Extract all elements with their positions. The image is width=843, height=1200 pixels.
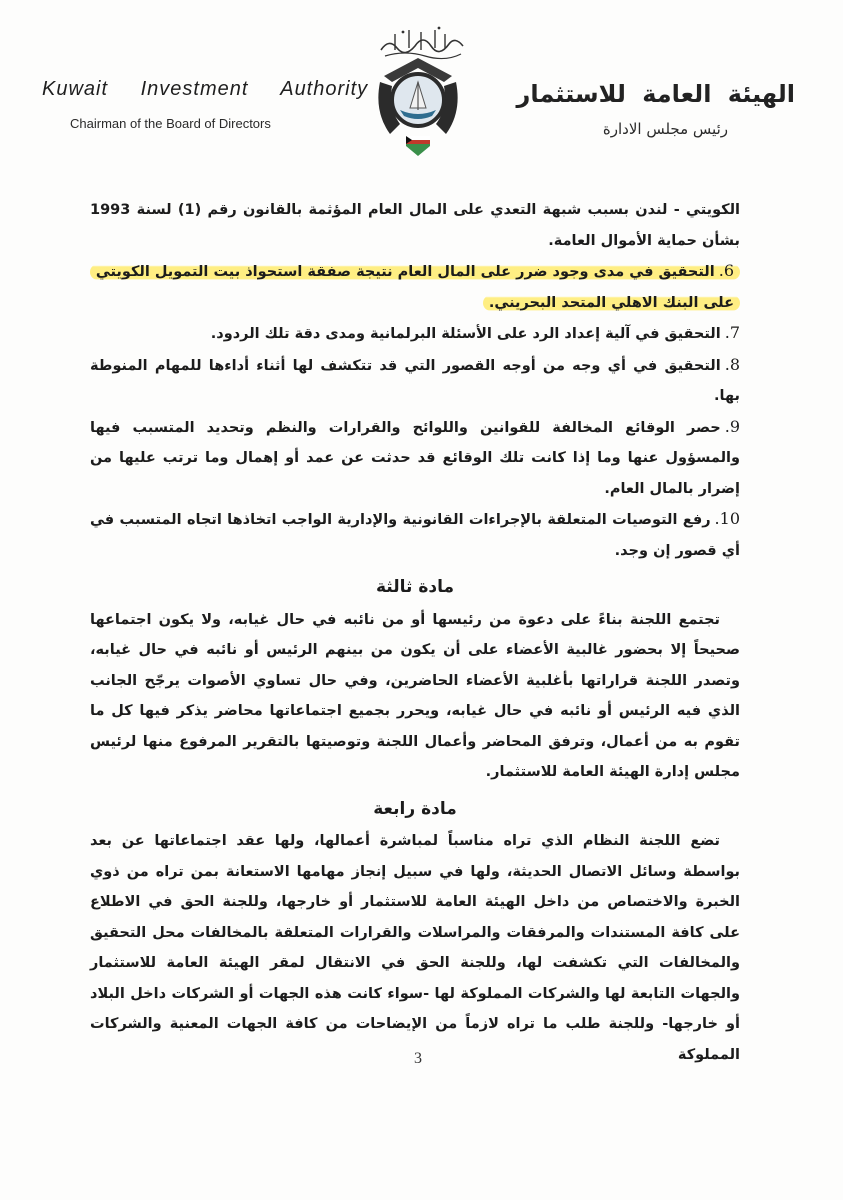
kuwait-emblem-icon	[370, 52, 466, 162]
item-text: رفع التوصيات المتعلقة بالإجراءات القانونية والإدارية الواجب اتخاذها اتجاه المتسبب في أي قصور إن وجد.	[90, 512, 740, 559]
article-4-heading: مادة رابعة	[373, 798, 457, 819]
org-name-arabic: الهيئة العامة للاستثمار	[516, 80, 795, 108]
item-number: 9.	[724, 416, 740, 436]
item-number: 7.	[724, 323, 740, 342]
org-name-english: Kuwait Investment Authority	[42, 78, 369, 100]
chairman-subtitle-english: Chairman of the Board of Directors	[70, 116, 271, 131]
highlighted-text	[90, 261, 740, 311]
item-number: 10.	[714, 509, 740, 528]
item-text: التحقيق في آلية إعداد الرد على الأسئلة البرلمانية ومدى دقة تلك الردود.	[210, 326, 721, 342]
item-number: 8.	[724, 354, 740, 374]
list-item-8	[90, 350, 740, 412]
article-3-heading: مادة ثالثة	[376, 577, 454, 597]
item-text: التحقيق في أي وجه من أوجه القصور التي قد تتكشف لها أثناء أداءها للمهام المنوطة بها.	[90, 357, 740, 404]
article-4-text: تضع اللجنة النظام الذي تراه مناسباً لمباشرة أعمالها، ولها عقد اجتماعاتها عن بعد بواسطة وسائل الاتصال الحديثة، ولها في سبيل إنجاز مهامها الاستعانة بمن تراه من ذوي الخبرة والاختصاص من داخل الهيئة العامة للاستثمار أو خارجها، وللجنة الحق في الاطلاع على كافة المستندات والمرفقات والمراسلات والقرارات المتعلقة بالمخالفات محل التحقيق والمخالفات التي تكشفت لها، وللجنة الحق في الانتقال لمقر الهيئة العامة للاستثمار والجهات التابعة لها والشركات المملوكة لها -سواء كانت هذه الجهات أو الشركات داخل البلاد أو خارجها- وللجنة طلب ما تراه لازماً من الإيضاحات من كافة الجهات المعنية والشركات المملوكة	[90, 833, 740, 1063]
article-3-text: تجتمع اللجنة بناءً على دعوة من رئيسها أو من نائبه في حال غيابه، ولا يكون اجتماعها صحيحاً إلا بحضور غالبية الأعضاء على أن يكون من بينهم الرئيس أو نائبه في حال غيابه، وتصدر اللجنة قراراتها بأغلبية الأعضاء الحاضرين، وفي حال تساوي الأصوات يرجّح الجانب الذي فيه الرئيس أو نائبه في حال غيابه، ويحرر بجميع اجتماعاتها محاضر يذكر فيها كل ما تقوم به من أعمال، وترفق المحاضر وأعمال اللجنة وتوصيتها بالتقرير المرفوع منها لرئيس مجلس إدارة الهيئة العامة للاستثمار.	[90, 611, 740, 780]
item-text: حصر الوقائع المخالفة للقوانين واللوائح والقرارات والنظم وتحديد المتسبب فيها والمسؤول عنها وما إذا كانت تلك الوقائع قد حدثت عن عمد أو إهمال وما ترتب عليها من إضرار بالمال العام.	[90, 419, 740, 497]
chairman-subtitle-arabic: رئيس مجلس الادارة	[602, 120, 728, 138]
item-number: 6.	[718, 261, 734, 280]
list-item-9	[90, 412, 740, 505]
list-item-10	[90, 504, 740, 566]
intro-paragraph: الكويتي - لندن بسبب شبهة التعدي على المال العام المؤثمة بالقانون رقم (1) لسنة 1993 بشأن حماية الأموال العامة.	[90, 202, 741, 249]
item-text: التحقيق في مدى وجود ضرر على المال العام نتيجة صفقة استحواذ بيت التمويل الكويتي على البنك الاهلي المتحد البحريني.	[95, 264, 734, 311]
page-number: 3	[414, 1050, 422, 1067]
list-item-7	[90, 318, 740, 350]
list-item-6	[90, 256, 740, 318]
document-body	[90, 195, 740, 1070]
